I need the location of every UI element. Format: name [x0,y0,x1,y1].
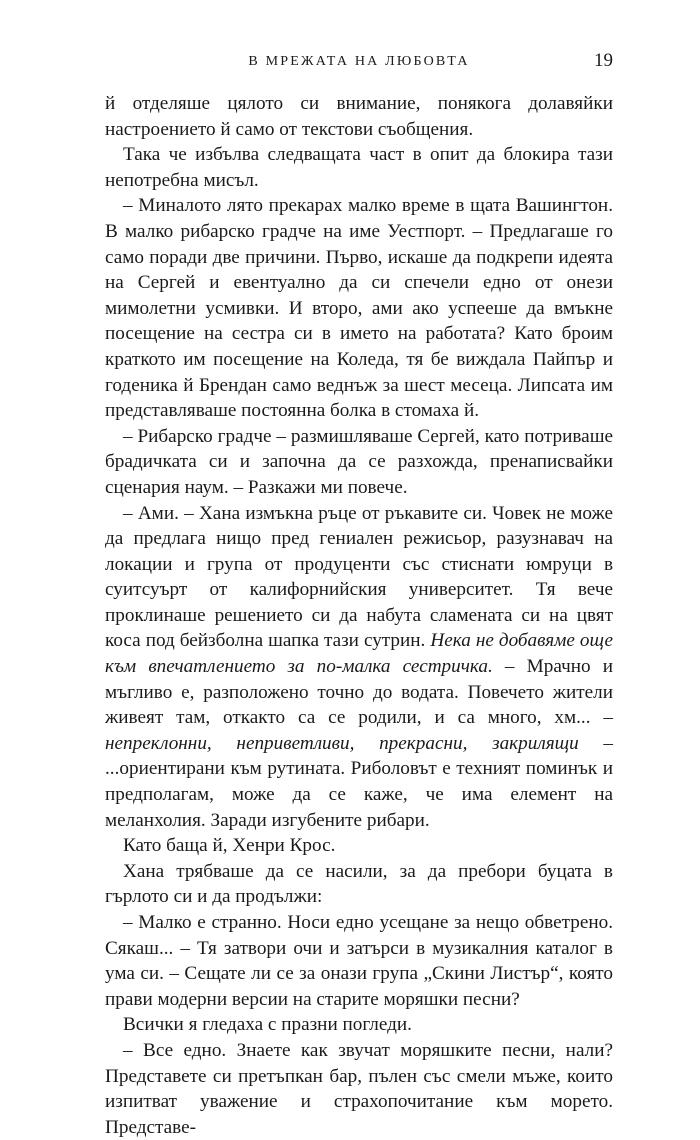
paragraph-7: Хана трябваше да се насили, за да пребори буцата в гърлото си и да продължи: [105,860,613,908]
running-head [105,50,613,74]
paragraph-6: Като баща й, Хенри Крос. [123,835,336,857]
paragraph-5-italic-1: Нека не добавяме още към впечатлението за по-малка сестричка. [105,630,613,678]
paragraph-5-text-1: – Ами. – Хана измъкна ръце от ръкавите си. Човек не може да предлага нищо пред гениален режисьор, разузнавач на локации и група от продуценти със стиснати юмруци в суитсуърт от калифорнийския университет. Тя вече проклинаше решението си да набута сламената си на цвят коса под бейзболна шапка тази сутрин. [105,502,613,652]
paragraph-5-italic-2: непреклонни, неприветливи, прекрасни, закрилящи [105,732,579,754]
paragraph-10: – Все едно. Знаете как звучат моряшките песни, нали? Представете си претъпкан бар, пълен със смели мъже, които изпитват уважение и страхопочитание към морето. Представе- [105,1039,613,1138]
paragraph-5-text-3: – ...ориентирани към рутината. Риболовът е техният поминък и предполагам, може да се каже, че има елемент на меланхолия. Заради изгубените рибари. [105,732,613,831]
paragraph-5 [105,501,613,834]
paragraph-2: Така че избълва следващата част в опит да блокира тази непотребна мисъл. [105,144,613,191]
paragraph-3: – Миналото лято прекарах малко време в щата Вашингтон. В малко рибарско градче на име Уестпорт. – Предлагаше го само поради две причини. Първо, искаше да подкрепи идеята на Сергей и евентуално да си спечели едно от онези мимолетни усмивки. И второ, ами ако успееше да вмъкне посещение на сестра си в името на работата? Като броим краткото им посещение на Коледа, тя бе виждала Пайпър и годеника й Брендан само веднъж за шест месеца. Липсата им представляваше постоянна болка в стомаха й. [105,195,613,422]
paragraph-4: – Рибарско градче – размишляваше Сергей, като потриваше брадичката си и започна да се разхожда, пренаписвайки сценария наум. – Разкажи ми повече. [105,425,613,498]
paragraph-1: й отделяше цялото си внимание, понякога долавяйки настроението й само от текстови съобщения. [105,93,613,140]
body-text [105,91,613,1140]
paragraph-9: Всички я гледаха с празни погледи. [123,1014,412,1036]
page-number: 19 [594,50,613,71]
paragraph-5-text-2: – Мрачно и мъгливо е, разположено точно до водата. Повечето жители живеят там, откакто са се родили, и са много, хм... – [105,656,613,729]
running-title: В МРЕЖАТА НА ЛЮБОВТА [248,54,470,69]
paragraph-8: – Малко е странно. Носи едно усещане за нещо обветрено. Сякаш... – Тя затвори очи и затърси в музикалния каталог в ума си. – Сещате ли се за онази група „Скини Листър“, която прави модерни версии на старите моряшки песни? [105,912,613,1010]
